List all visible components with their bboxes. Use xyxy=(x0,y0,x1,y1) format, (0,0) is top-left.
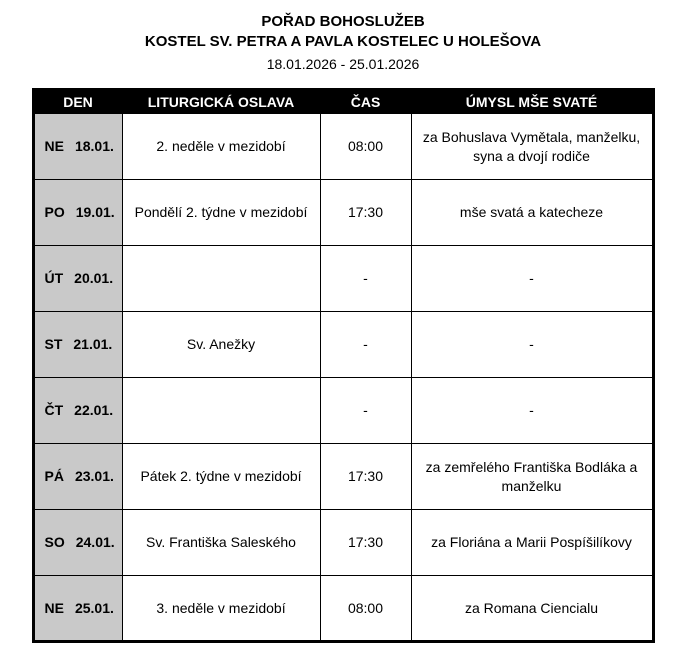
time-cell: - xyxy=(320,246,411,312)
column-header-den: DEN xyxy=(33,90,122,114)
time-cell: 17:30 xyxy=(320,180,411,246)
table-row xyxy=(33,312,653,378)
table-row xyxy=(33,576,653,642)
document-subtitle: KOSTEL SV. PETRA A PAVLA KOSTELEC U HOLEŠOVA xyxy=(144,33,542,51)
day-abbrev: SO xyxy=(44,534,65,551)
column-header-cas: ČAS xyxy=(320,90,411,114)
day-cell xyxy=(33,576,122,642)
intention-cell: za Floriána a Marii Pospíšilíkovy xyxy=(411,510,653,576)
mass-schedule-table xyxy=(32,88,655,643)
table-header-row xyxy=(33,90,653,114)
day-cell xyxy=(33,180,122,246)
day-date: 24.01. xyxy=(75,534,115,551)
day-date: 22.01. xyxy=(74,402,114,419)
time-cell: - xyxy=(320,378,411,444)
column-header-liturgicka-oslava: LITURGICKÁ OSLAVA xyxy=(122,90,320,114)
day-abbrev: PO xyxy=(44,204,65,221)
table-row xyxy=(33,246,653,312)
day-cell xyxy=(33,378,122,444)
document-date-range: 18.01.2026 - 25.01.2026 xyxy=(266,55,420,72)
day-abbrev: NE xyxy=(44,138,64,155)
liturgy-cell: Pondělí 2. týdne v mezidobí xyxy=(122,180,320,246)
intention-cell: - xyxy=(411,312,653,378)
day-date: 25.01. xyxy=(74,599,114,616)
day-date: 18.01. xyxy=(74,138,114,155)
liturgy-cell: 3. neděle v mezidobí xyxy=(122,576,320,642)
liturgy-cell: Pátek 2. týdne v mezidobí xyxy=(122,444,320,510)
liturgy-cell: Sv. Františka Saleského xyxy=(122,510,320,576)
day-cell xyxy=(33,444,122,510)
intention-cell: za Bohuslava Vymětala, manželku, syna a dvojí rodiče xyxy=(411,114,653,180)
day-abbrev: PÁ xyxy=(44,468,64,485)
liturgy-cell xyxy=(122,246,320,312)
day-cell xyxy=(33,246,122,312)
day-date: 19.01. xyxy=(75,204,115,221)
day-cell xyxy=(33,510,122,576)
time-cell: 17:30 xyxy=(320,444,411,510)
intention-cell: mše svatá a katecheze xyxy=(411,180,653,246)
intention-cell: - xyxy=(411,246,653,312)
intention-cell: za Romana Ciencialu xyxy=(411,576,653,642)
intention-cell: - xyxy=(411,378,653,444)
liturgy-cell: 2. neděle v mezidobí xyxy=(122,114,320,180)
liturgy-cell xyxy=(122,378,320,444)
time-cell: 08:00 xyxy=(320,576,411,642)
day-abbrev: ČT xyxy=(44,402,64,419)
time-cell: - xyxy=(320,312,411,378)
table-row xyxy=(33,180,653,246)
liturgy-cell: Sv. Anežky xyxy=(122,312,320,378)
table-row xyxy=(33,114,653,180)
table-row xyxy=(33,378,653,444)
table-row xyxy=(33,510,653,576)
column-header-umysl: ÚMYSL MŠE SVATÉ xyxy=(411,90,653,114)
intention-cell: za zemřelého Františka Bodláka a manželku xyxy=(411,444,653,510)
day-cell xyxy=(33,114,122,180)
time-cell: 08:00 xyxy=(320,114,411,180)
day-date: 23.01. xyxy=(74,468,114,485)
day-abbrev: NE xyxy=(44,599,64,616)
day-date: 21.01. xyxy=(73,336,113,353)
day-date: 20.01. xyxy=(74,270,114,287)
day-abbrev: ÚT xyxy=(44,270,64,287)
table-row xyxy=(33,444,653,510)
time-cell: 17:30 xyxy=(320,510,411,576)
document-title: POŘAD BOHOSLUŽEB xyxy=(261,13,425,30)
day-cell xyxy=(33,312,122,378)
day-abbrev: ST xyxy=(44,336,63,353)
